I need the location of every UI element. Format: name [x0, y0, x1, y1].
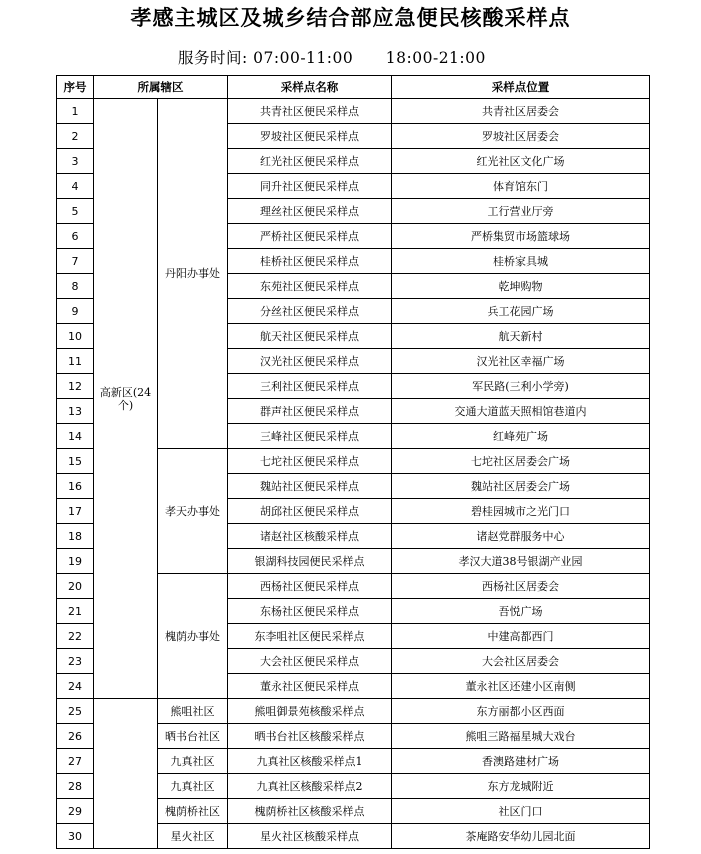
header-seq: 序号	[57, 76, 94, 99]
site-name: 银湖科技园便民采样点	[228, 549, 392, 574]
site-location: 共青社区居委会	[392, 99, 650, 124]
site-location: 乾坤购物	[392, 274, 650, 299]
sampling-sites-table	[56, 75, 650, 849]
site-location: 红光社区文化广场	[392, 149, 650, 174]
site-location: 航天新村	[392, 324, 650, 349]
row-number: 12	[57, 374, 94, 399]
row-number: 11	[57, 349, 94, 374]
site-name: 魏站社区便民采样点	[228, 474, 392, 499]
site-location: 西杨社区居委会	[392, 574, 650, 599]
row-number: 29	[57, 799, 94, 824]
site-name: 红光社区便民采样点	[228, 149, 392, 174]
row-number: 17	[57, 499, 94, 524]
site-name: 东杨社区便民采样点	[228, 599, 392, 624]
row-number: 25	[57, 699, 94, 724]
site-name: 九真社区核酸采样点1	[228, 749, 392, 774]
site-location: 东方丽都小区西面	[392, 699, 650, 724]
site-location: 东方龙城附近	[392, 774, 650, 799]
row-number: 24	[57, 674, 94, 699]
site-location: 董永社区还建小区南侧	[392, 674, 650, 699]
site-location: 吾悦广场	[392, 599, 650, 624]
site-location: 社区门口	[392, 799, 650, 824]
subdistrict-cell: 孝天办事处	[158, 449, 228, 574]
site-location: 中建高都西门	[392, 624, 650, 649]
row-number: 23	[57, 649, 94, 674]
row-number: 8	[57, 274, 94, 299]
row-number: 3	[57, 149, 94, 174]
community-cell: 熊咀社区	[158, 699, 228, 724]
row-number: 15	[57, 449, 94, 474]
district-cell-blank	[94, 699, 158, 849]
site-name: 西杨社区便民采样点	[228, 574, 392, 599]
site-name: 胡邱社区便民采样点	[228, 499, 392, 524]
row-number: 19	[57, 549, 94, 574]
site-location: 工行营业厅旁	[392, 199, 650, 224]
row-number: 28	[57, 774, 94, 799]
site-name: 三利社区便民采样点	[228, 374, 392, 399]
row-number: 30	[57, 824, 94, 849]
site-name: 东李咀社区便民采样点	[228, 624, 392, 649]
site-location: 熊咀三路福星城大戏台	[392, 724, 650, 749]
site-name: 董永社区便民采样点	[228, 674, 392, 699]
row-number: 14	[57, 424, 94, 449]
site-name: 罗坡社区便民采样点	[228, 124, 392, 149]
row-number: 6	[57, 224, 94, 249]
community-cell: 星火社区	[158, 824, 228, 849]
site-location: 诸赵党群服务中心	[392, 524, 650, 549]
row-number: 13	[57, 399, 94, 424]
subdistrict-cell: 槐荫办事处	[158, 574, 228, 699]
community-cell: 九真社区	[158, 749, 228, 774]
site-name: 七坨社区便民采样点	[228, 449, 392, 474]
row-number: 21	[57, 599, 94, 624]
row-number: 10	[57, 324, 94, 349]
page-title: 孝感主城区及城乡结合部应急便民核酸采样点	[130, 6, 571, 30]
site-name: 分丝社区便民采样点	[228, 299, 392, 324]
site-location: 七坨社区居委会广场	[392, 449, 650, 474]
row-number: 27	[57, 749, 94, 774]
site-name: 九真社区核酸采样点2	[228, 774, 392, 799]
site-location: 红峰苑广场	[392, 424, 650, 449]
site-location: 严桥集贸市场篮球场	[392, 224, 650, 249]
site-name: 共青社区便民采样点	[228, 99, 392, 124]
site-location: 桂桥家具城	[392, 249, 650, 274]
row-number: 22	[57, 624, 94, 649]
site-name: 星火社区核酸采样点	[228, 824, 392, 849]
site-location: 军民路(三利小学旁)	[392, 374, 650, 399]
table-row	[57, 99, 650, 124]
site-name: 桂桥社区便民采样点	[228, 249, 392, 274]
site-location: 魏站社区居委会广场	[392, 474, 650, 499]
site-name: 三峰社区便民采样点	[228, 424, 392, 449]
site-location: 罗坡社区居委会	[392, 124, 650, 149]
site-name: 诸赵社区核酸采样点	[228, 524, 392, 549]
row-number: 2	[57, 124, 94, 149]
site-location: 碧桂园城市之光门口	[392, 499, 650, 524]
row-number: 1	[57, 99, 94, 124]
site-location: 大会社区居委会	[392, 649, 650, 674]
row-number: 9	[57, 299, 94, 324]
header-site-location: 采样点位置	[392, 76, 650, 99]
site-name: 汉光社区便民采样点	[228, 349, 392, 374]
subdistrict-cell: 丹阳办事处	[158, 99, 228, 449]
site-name: 航天社区便民采样点	[228, 324, 392, 349]
row-number: 26	[57, 724, 94, 749]
service-hours: 服务时间: 07:00-11:00 18:00-21:00	[178, 49, 486, 67]
row-number: 18	[57, 524, 94, 549]
table-row	[57, 699, 650, 724]
header-site-name: 采样点名称	[228, 76, 392, 99]
site-name: 同升社区便民采样点	[228, 174, 392, 199]
site-location: 孝汉大道38号银湖产业园	[392, 549, 650, 574]
community-cell: 晒书台社区	[158, 724, 228, 749]
site-name: 大会社区便民采样点	[228, 649, 392, 674]
row-number: 16	[57, 474, 94, 499]
site-location: 茶庵路安华幼儿园北面	[392, 824, 650, 849]
site-location: 兵工花园广场	[392, 299, 650, 324]
header-row	[57, 76, 650, 99]
row-number: 5	[57, 199, 94, 224]
community-cell: 槐荫桥社区	[158, 799, 228, 824]
district-cell: 高新区(24个)	[94, 99, 158, 699]
site-location: 汉光社区幸福广场	[392, 349, 650, 374]
site-name: 严桥社区便民采样点	[228, 224, 392, 249]
community-cell: 九真社区	[158, 774, 228, 799]
row-number: 20	[57, 574, 94, 599]
site-location: 体育馆东门	[392, 174, 650, 199]
site-location: 香澳路建材广场	[392, 749, 650, 774]
site-name: 群声社区便民采样点	[228, 399, 392, 424]
site-name: 槐荫桥社区核酸采样点	[228, 799, 392, 824]
row-number: 7	[57, 249, 94, 274]
site-location: 交通大道蓝天照相馆巷道内	[392, 399, 650, 424]
site-name: 熊咀御景苑核酸采样点	[228, 699, 392, 724]
site-name: 晒书台社区核酸采样点	[228, 724, 392, 749]
header-district: 所属辖区	[94, 76, 228, 99]
site-name: 东苑社区便民采样点	[228, 274, 392, 299]
row-number: 4	[57, 174, 94, 199]
site-name: 理丝社区便民采样点	[228, 199, 392, 224]
